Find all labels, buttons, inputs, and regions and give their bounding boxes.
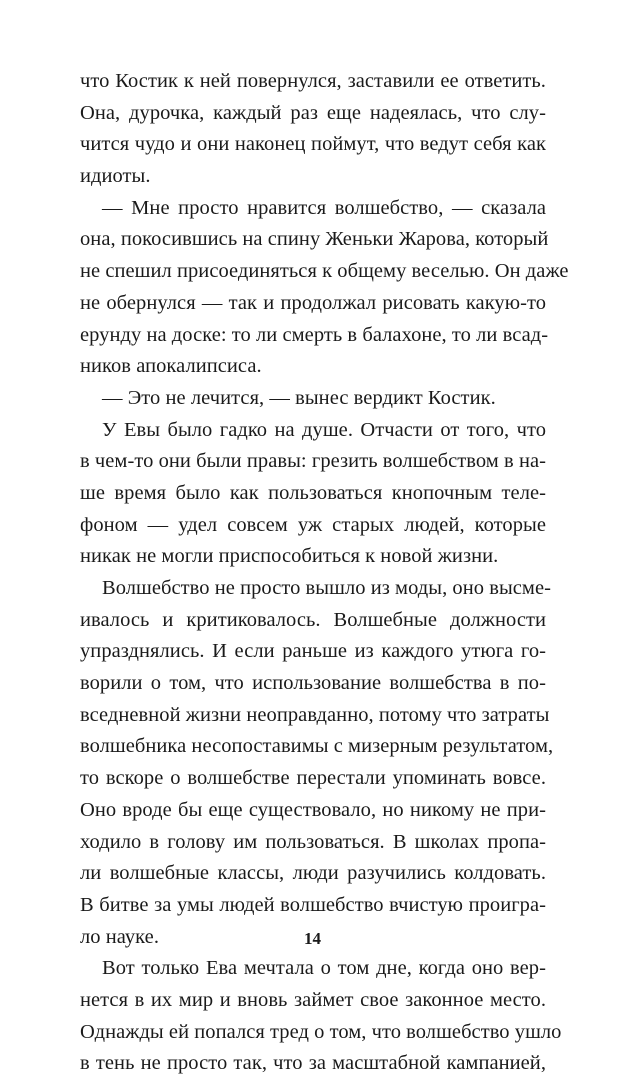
text-line: ли волшебные классы, люди разучились колдовать.	[80, 862, 546, 885]
text-line: ников апокалипсиса.	[80, 355, 262, 378]
page-number: 14	[304, 929, 321, 948]
text-line: У Евы было гадко на душе. Отчасти от того, что	[102, 418, 546, 441]
text-line: Однажды ей попался тред о том, что волшебство ушло	[80, 1020, 562, 1043]
text-line: вседневной жизни неоправданно, потому что затраты	[80, 703, 550, 726]
text-line: ходило в голову им пользоваться. В школах пропа-	[80, 830, 546, 853]
text-line: не обернулся — так и продолжал рисовать какую-то	[80, 291, 546, 314]
text-line: — Мне просто нравится волшебство, — сказала	[102, 196, 546, 219]
text-line: ло науке.	[80, 925, 160, 948]
text-line: нется в их мир и вновь займет свое законное место.	[80, 988, 546, 1011]
text-line: фоном — удел совсем уж старых людей, которые	[80, 513, 546, 536]
text-line: ворили о том, что использование волшебства в по-	[80, 672, 546, 695]
text-line: Вот только Ева мечтала о том дне, когда оно вер-	[102, 957, 546, 980]
body-text	[80, 66, 569, 1080]
text-line: идиоты.	[80, 165, 151, 188]
text-line: Оно вроде бы еще существовало, но никому не при-	[80, 798, 546, 821]
text-line: упразднялись. И если раньше из каждого утюга го-	[80, 640, 546, 663]
text-line: в тень не просто так, что за масштабной кампанией,	[80, 1052, 546, 1075]
text-line: она, покосившись на спину Женьки Жарова, который	[80, 228, 549, 251]
text-line: не спешил присоединяться к общему веселью. Он даже	[80, 260, 569, 283]
text-line: Она, дурочка, каждый раз еще надеялась, что слу-	[80, 101, 546, 124]
text-line: что Костик к ней повернулся, заставили ее ответить.	[80, 70, 546, 92]
text-line: В битве за умы людей волшебство вчистую проигра-	[80, 893, 546, 916]
text-line: никак не могли приспособиться к новой жизни.	[80, 545, 499, 568]
text-line: ерунду на доске: то ли смерть в балахоне, то ли всад-	[80, 323, 549, 346]
text-line: Волшебство не просто вышло из моды, оно высме-	[102, 577, 551, 599]
text-line: ше время было как пользоваться кнопочным теле-	[80, 481, 546, 504]
text-line: в чем-то они были правы: грезить волшебством в на-	[80, 450, 546, 473]
text-line: ивалось и критиковалось. Волшебные должности	[80, 608, 546, 631]
text-line: то вскоре о волшебстве перестали упоминать вовсе.	[80, 767, 546, 790]
text-line: чится чудо и они наконец поймут, что ведут себя как	[80, 133, 546, 156]
text-line: — Это не лечится, — вынес вердикт Костик.	[102, 386, 496, 409]
text-line: волшебника несопоставимы с мизерным результатом,	[80, 735, 554, 758]
